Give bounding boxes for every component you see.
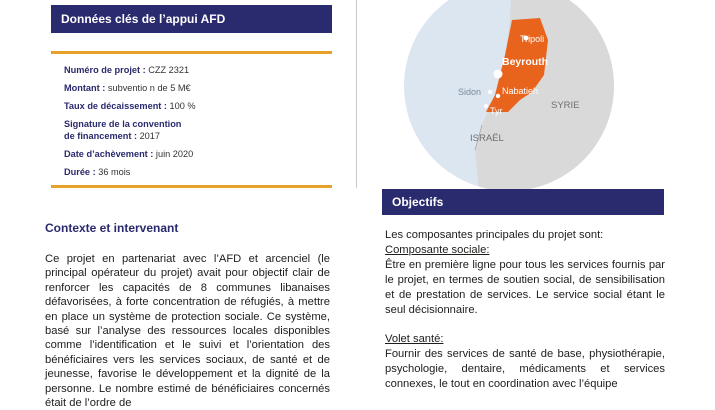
key-data-list	[64, 64, 329, 184]
key-data-header	[51, 5, 332, 33]
nabatieh-marker	[496, 94, 500, 98]
key-row-completion	[64, 148, 329, 160]
key-label: Durée :	[64, 167, 96, 177]
sidon-marker	[488, 90, 492, 94]
key-row-amount	[64, 82, 329, 94]
key-row-project-number	[64, 64, 329, 76]
key-value: 36 mois	[95, 167, 131, 177]
key-row-disbursement	[64, 100, 329, 112]
key-label: Numéro de projet :	[64, 65, 146, 75]
tripoli-label: Tripoli	[520, 34, 545, 44]
sidon-label: Sidon	[458, 87, 482, 97]
key-label-line2: de financement :	[64, 131, 138, 141]
key-label: Signature de la convention	[64, 119, 182, 129]
key-value: 100 %	[166, 101, 196, 111]
key-value: juin 2020	[153, 149, 194, 159]
lebanon-map	[420, 0, 620, 175]
beyrouth-label: Beyrouth	[502, 56, 549, 68]
key-label: Montant :	[64, 83, 106, 93]
key-label: Date d’achèvement :	[64, 149, 154, 159]
key-value: subventio n de 5 M€	[105, 83, 191, 93]
objectives-body	[385, 228, 665, 392]
key-row-signature	[64, 118, 329, 142]
key-data-title: Données clés de l’appui AFD	[61, 12, 226, 26]
key-data-bottom-rule	[51, 185, 332, 188]
section-gap	[385, 318, 665, 332]
context-body: Ce projet en partenariat avec l’AFD et arcenciel (le principal opérateur du projet) avait pour objectif clair de renforcer les capacités de 8 communes libanaises défavorisées, à forte concentration de réfugiés, à mettre en place un système de protection sociale. Ce système, basé sur l’analyse des ressources locales disponibles comme l’identification et le suivi et l’orientation des bénéficiaires vers les services sociaux, de santé et de jeunesse, favorise le développement et la dignité de la personne. Le nombre estimé de bénéficiaires concernés était de l’ordre de	[45, 253, 330, 410]
social-component-body: Être en première ligne pour tous les services fournis par le projet, en termes de soutien social, de sensibilisation et de prestation de services. Le service social étant le seul décisionnaire.	[385, 259, 665, 316]
key-value: 2017	[137, 131, 161, 141]
tyr-label: Tyr	[490, 106, 503, 116]
key-value: CZZ 2321	[145, 65, 190, 75]
health-component-body: Fournir des services de santé de base, physiothérapie, psychologie, dentaire, médicaments et services connexes, le tout en coordination avec l’équipe	[385, 348, 665, 390]
israel-label: ISRAËL	[470, 133, 504, 144]
tyr-marker	[484, 104, 488, 108]
key-label: Taux de décaissement :	[64, 101, 167, 111]
context-title: Contexte et intervenant	[45, 221, 179, 235]
objectives-intro: Les composantes principales du projet sont:	[385, 229, 604, 241]
column-divider	[356, 0, 357, 188]
social-component-heading: Composante sociale:	[385, 244, 490, 256]
beyrouth-marker	[494, 70, 503, 79]
key-data-top-rule	[51, 51, 332, 54]
objectives-title: Objectifs	[392, 195, 444, 209]
syrie-label: SYRIE	[551, 100, 580, 111]
nabatieh-label: Nabatieh	[502, 86, 539, 96]
key-row-duration	[64, 166, 329, 178]
objectives-header	[382, 189, 664, 215]
health-component-heading: Volet santé:	[385, 333, 444, 345]
